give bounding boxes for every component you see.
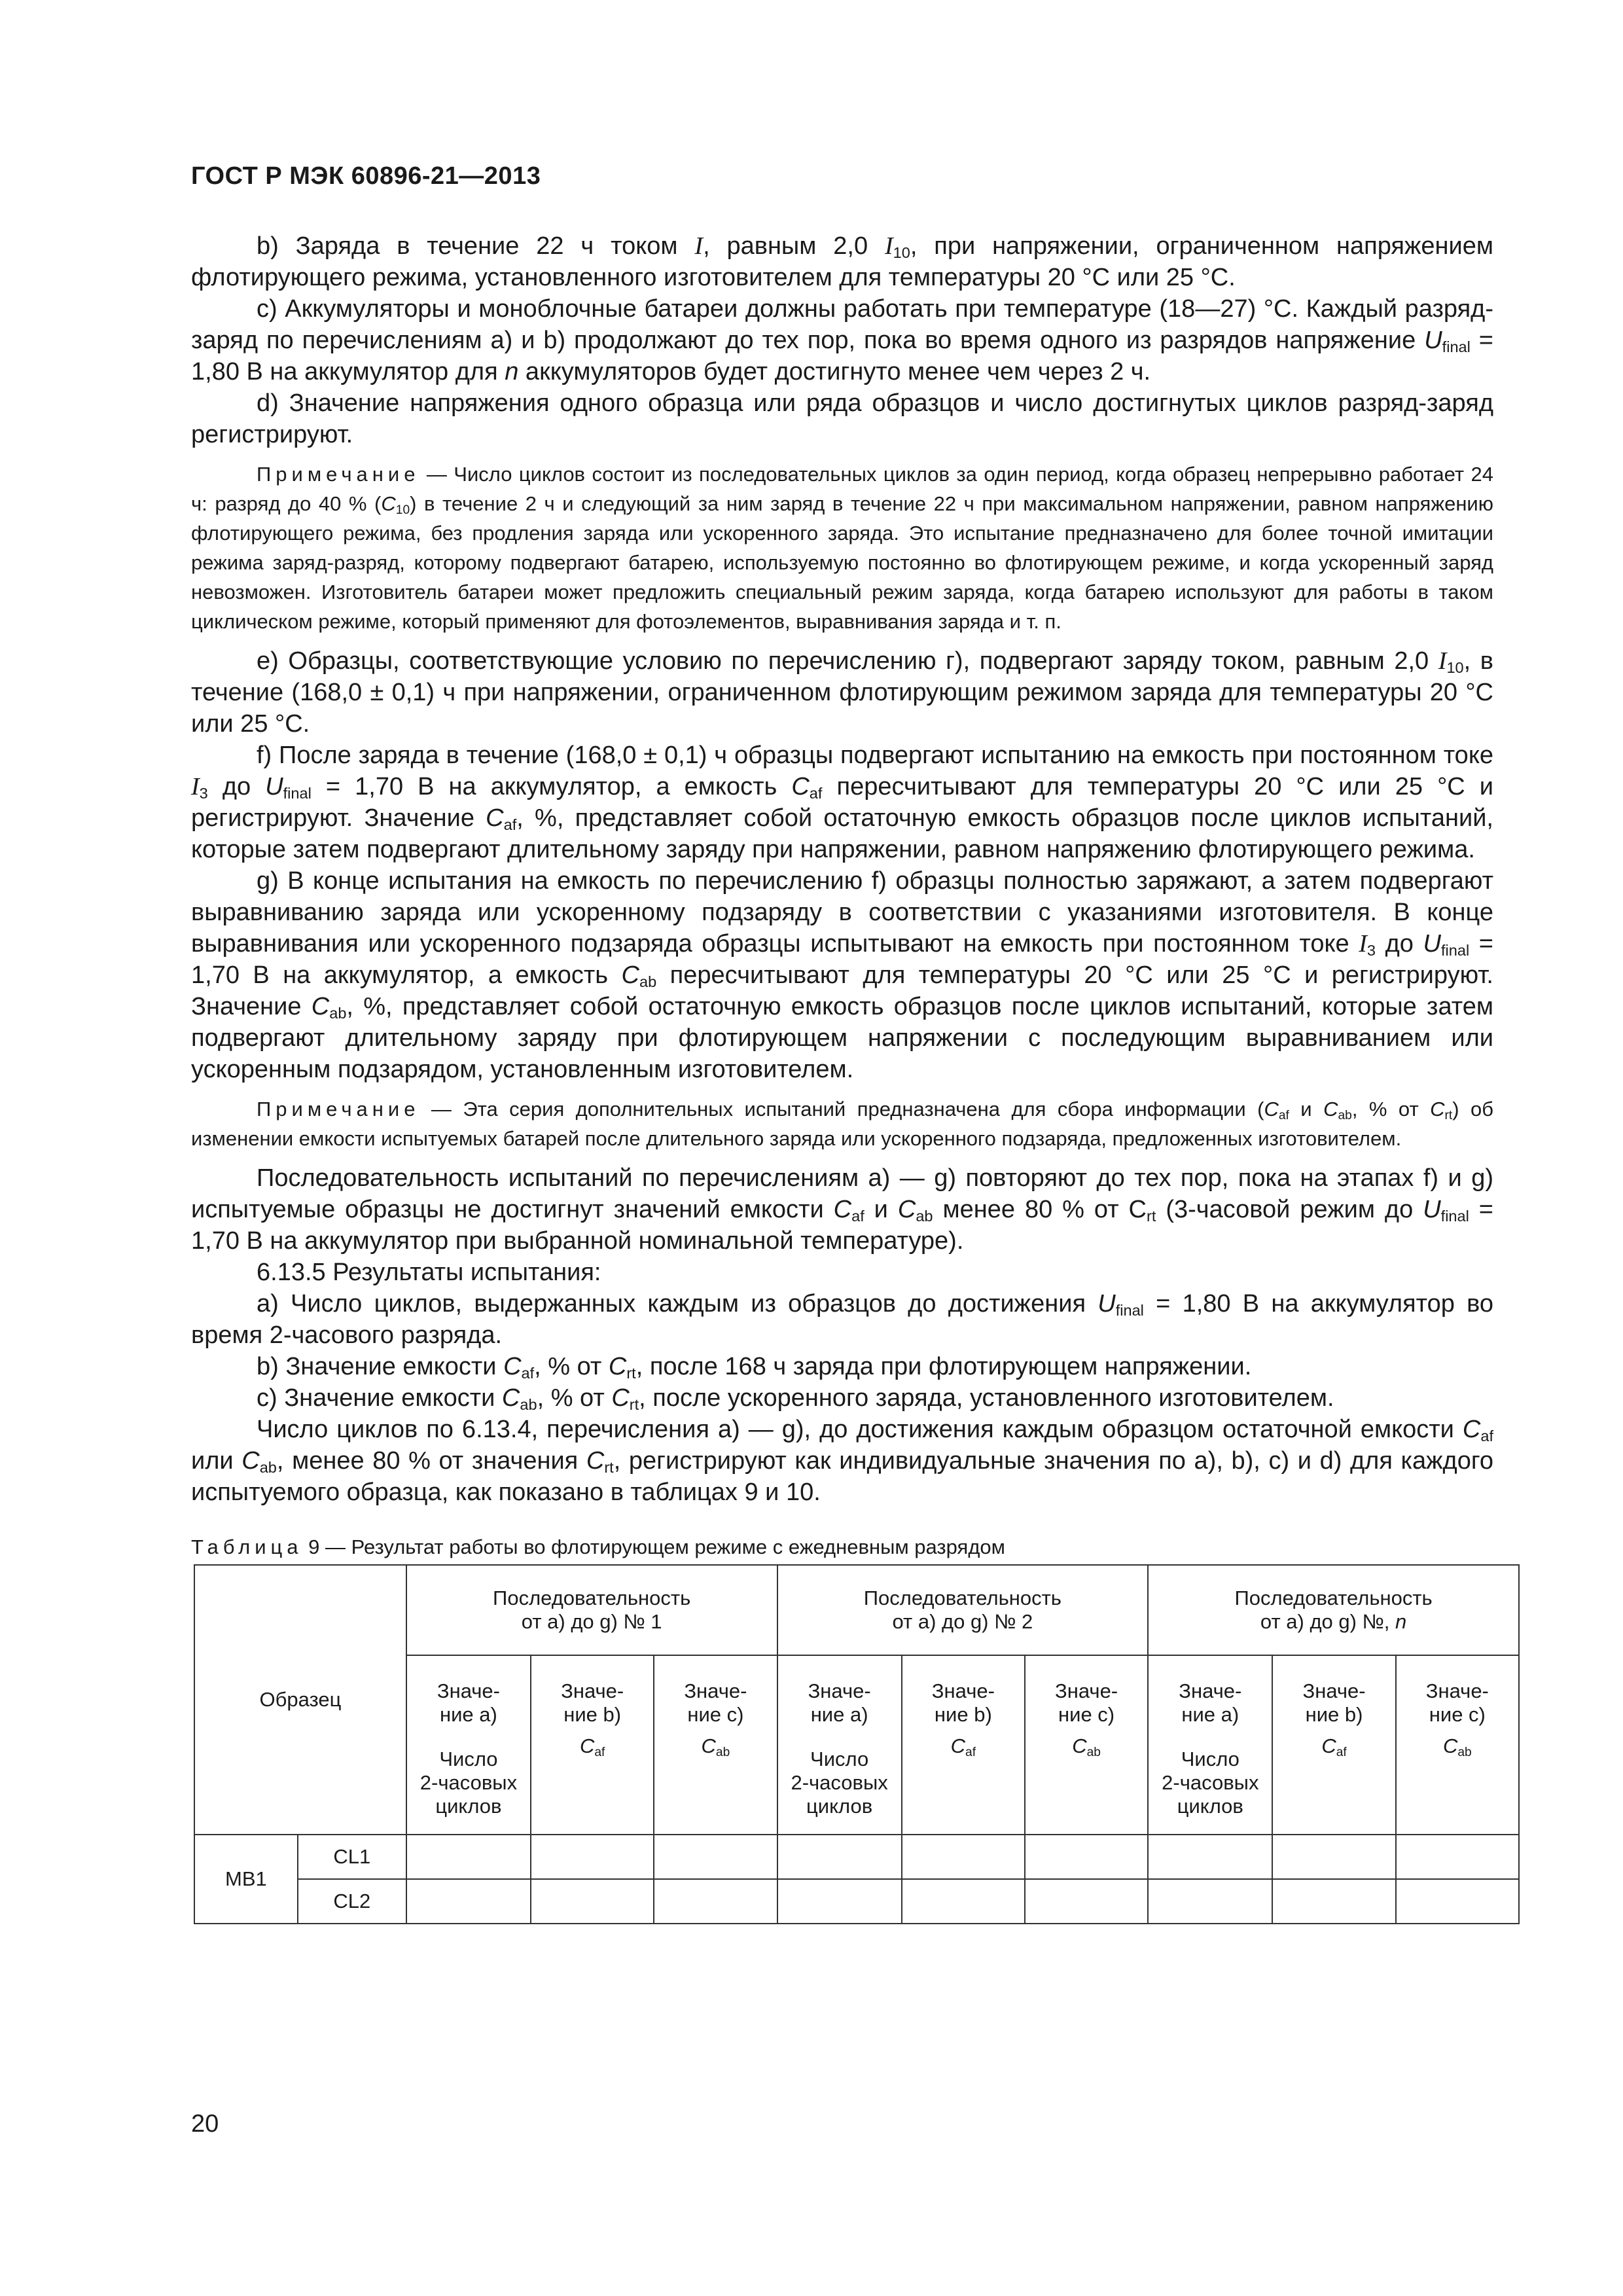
text: = 1,70 В на аккумулятор, а емкость [311, 773, 792, 800]
paragraph-g [191, 865, 1493, 1085]
col-label: Значе- [1425, 1679, 1489, 1702]
symbol-C: C [1442, 1734, 1458, 1757]
col-sublabel: 2-часовых [1162, 1771, 1259, 1794]
paragraph-e [191, 645, 1493, 740]
col-label: ние b) [1305, 1703, 1363, 1726]
subscript: ab [639, 973, 657, 990]
subscript: final [1440, 1207, 1469, 1225]
symbol-C: C [897, 1196, 916, 1223]
text: = 1,70 В на аккумулятор, а емкость [191, 930, 1493, 989]
col-label: ние c) [1429, 1703, 1486, 1726]
text: — Число циклов состоит из последовательных циклов за один период, когда образец непрерывно работает 24 ч: разряд до 40 % ( [191, 463, 1493, 515]
group-line1: Последовательность [493, 1587, 691, 1609]
text: и [864, 1196, 898, 1223]
col-a-header [1148, 1655, 1272, 1745]
symbol-U: U [1097, 1290, 1116, 1318]
col-c-header [654, 1655, 777, 1835]
paragraph-f [191, 740, 1493, 865]
col-sublabel: Число [439, 1748, 498, 1770]
table-cell [1025, 1835, 1148, 1879]
text: ) об изменении емкости испытуемых батарей после длительного заряда или ускоренного подзаряда, предложенных изготовителем. [191, 1098, 1493, 1150]
col-a-header [406, 1655, 531, 1745]
text: , при напряжении, ограниченном напряжением флотирующего режима, установленного изготовителем для температуры 20 °С или 25 °С. [191, 232, 1494, 291]
symbol-C: C [1264, 1098, 1279, 1121]
result-c [191, 1382, 1493, 1414]
table-cell [902, 1835, 1025, 1879]
paragraph-count [191, 1414, 1493, 1508]
result-a [191, 1288, 1493, 1351]
paragraph-sequence [191, 1162, 1493, 1257]
subscript: ab [916, 1207, 933, 1225]
text: , % от [1351, 1098, 1431, 1121]
table-cell [777, 1835, 902, 1879]
text: (3-часовой режим до [1156, 1196, 1423, 1223]
symbol-I3: I [1359, 930, 1367, 958]
note-label: Примечание [257, 1098, 420, 1121]
symbol-C: C [503, 1353, 522, 1380]
subscript: af [1480, 1427, 1493, 1444]
symbol-C: C [381, 492, 396, 515]
text: и [1289, 1098, 1324, 1121]
col-label: Значе- [437, 1679, 500, 1702]
text: c) Значение емкости [257, 1384, 502, 1412]
symbol-I: I [694, 232, 704, 260]
text: пересчитывают для температуры 20 °С или 25 °С и регистрируют. Значение [191, 773, 1494, 832]
col-label: ние b) [934, 1703, 992, 1726]
symbol-U: U [265, 773, 283, 800]
col-a-header [777, 1655, 902, 1745]
text: до [1376, 930, 1423, 958]
group-header-1 [406, 1565, 777, 1655]
symbol-C: C [833, 1196, 852, 1223]
symbol-C: C [791, 773, 810, 800]
col-label: Значе- [1179, 1679, 1242, 1702]
note-1 [191, 459, 1493, 636]
group-line2: от а) до g) № 2 [892, 1610, 1033, 1633]
symbol-I3: I [191, 773, 200, 800]
subscript: rt [604, 1458, 614, 1476]
subscript: 10 [1446, 658, 1464, 676]
symbol-U: U [1423, 930, 1441, 958]
table-cell [1272, 1835, 1395, 1879]
col-label: ние c) [1058, 1703, 1115, 1726]
text: e) Образцы, соответствующие условию по перечислению г), подвергают заряду током, равным 2,0 [257, 647, 1438, 675]
subscript: final [1115, 1301, 1144, 1319]
text: менее 80 % от С [933, 1196, 1147, 1223]
col-label: ние b) [563, 1703, 622, 1726]
symbol-C: C [621, 961, 639, 989]
symbol-C: C [1430, 1098, 1445, 1121]
text: Последовательность испытаний по перечислениям а) — g) повторяют до тех пор, пока на этапах f) и g) испытуемые образцы не достигнут значений емкости [191, 1164, 1493, 1223]
col-label: ние a) [1181, 1703, 1240, 1726]
subscript: rt [626, 1364, 636, 1382]
text: или [191, 1447, 242, 1475]
text: = 1,70 В на аккумулятор при выбранной номинальной температуре). [191, 1196, 1494, 1255]
subscript: rt [1147, 1207, 1156, 1225]
table-cell [654, 1879, 777, 1924]
subscript: ab [259, 1458, 277, 1476]
row-label: CL1 [298, 1835, 406, 1879]
section-heading: 6.13.5 Результаты испытания: [257, 1259, 601, 1286]
subscript: 10 [395, 503, 410, 517]
col-c-header [1025, 1655, 1148, 1835]
col-sublabel: циклов [806, 1795, 873, 1818]
symbol-C: C [950, 1734, 966, 1757]
group-line2: от а) до g) № 1 [521, 1610, 662, 1633]
symbol-C: C [486, 804, 504, 832]
subscript: final [283, 784, 312, 802]
text: , %, представляет собой остаточную емкость образцов после циклов испытаний, которые затем подвергают длительному заряду при напряжении, равном напряжению флотирующего режима. [191, 804, 1493, 863]
subscript: ab [520, 1395, 537, 1413]
symbol-C: C [586, 1447, 605, 1475]
paragraph-c [191, 293, 1493, 387]
symbol-I10: I [884, 232, 893, 260]
group-line2-italic: n [1395, 1610, 1407, 1633]
text: , регистрируют как индивидуальные значения по а), b), c) и d) для каждого испытуемого образца, как показано в таблицах 9 и 10. [191, 1447, 1494, 1506]
result-b [191, 1351, 1493, 1382]
col-symbol [702, 1734, 730, 1758]
note-label: Примечание [257, 463, 420, 486]
symbol-I10: I [1438, 647, 1447, 675]
subscript: final [1441, 941, 1470, 959]
text: , менее 80 % от значения [276, 1447, 586, 1475]
subscript: af [503, 816, 517, 833]
col-label: Значе- [1302, 1679, 1366, 1702]
table-cell [777, 1879, 902, 1924]
table-cell [531, 1879, 654, 1924]
text: c) Аккумуляторы и моноблочные батареи должны работать при температуре (18—27) °С. Каждый разряд-заряд по перечислениям а) и b) продолжают до тех пор, пока во время одного из разрядов напряжение [191, 295, 1493, 354]
col-label: ние a) [440, 1703, 497, 1726]
text: , равным 2,0 [703, 232, 885, 260]
text: Число циклов по 6.13.4, перечисления а) — g), до достижения каждым образцом остаточной емкости [257, 1416, 1463, 1443]
table-row [194, 1879, 1519, 1924]
col-b-header [531, 1655, 654, 1835]
col-sublabel: циклов [435, 1795, 502, 1818]
paragraph-b [191, 230, 1493, 293]
caption-label: Таблица [191, 1535, 303, 1558]
symbol-n: n [505, 358, 519, 386]
subscript: final [1442, 338, 1471, 355]
subscript: af [809, 784, 823, 802]
subscript: ab [1338, 1108, 1352, 1122]
text: = 1,80 В на аккумулятор для [191, 327, 1493, 386]
text: f) После заряда в течение (168,0 ± 0,1) ч образцы подвергают испытанию на емкость при постоянном токе [257, 742, 1493, 769]
subscript: af [521, 1364, 535, 1382]
text: аккумуляторов будет достигнуто менее чем через 2 ч. [518, 358, 1151, 386]
col-label: ние a) [810, 1703, 868, 1726]
symbol-C: C [1321, 1734, 1336, 1757]
col-b-header [1272, 1655, 1395, 1835]
table-cell [902, 1879, 1025, 1924]
subscript: 3 [1366, 941, 1376, 959]
results-table [194, 1564, 1520, 1924]
text: до [207, 773, 266, 800]
group-line1: Последовательность [1234, 1587, 1433, 1609]
subscript: rt [1444, 1108, 1453, 1122]
table-cell [1148, 1879, 1272, 1924]
group-header-2 [777, 1565, 1149, 1655]
symbol-C: C [311, 993, 330, 1020]
text: — Эта серия дополнительных испытаний предназначена для сбора информации ( [419, 1098, 1264, 1121]
symbol-C: C [579, 1734, 595, 1757]
text: ) в течение 2 ч и следующий за ним заряд в течение 22 ч при максимальном напряжении, равном напряжению флотирующего режима, без продления заряда или ускоренного заряда. Это испытание предназначено для более точной имитации режима заряд-разряд, которому подвергают батарею, используемую постоянно во флотирующем режиме, и когда ускоренный заряд невозможен. Изготовитель батареи может предложить специальный режим заряда, когда батарею используют для работы в таком циклическом режиме, который применяют для фотоэлементов, выравнивания заряда и т. п. [191, 492, 1493, 633]
text: , после 168 ч заряда при флотирующем напряжении. [635, 1353, 1252, 1380]
table-row [194, 1835, 1519, 1879]
col-sublabel: циклов [1177, 1795, 1243, 1818]
subscript: af [1278, 1108, 1289, 1122]
col-b-header [902, 1655, 1025, 1835]
table-cell [1148, 1835, 1272, 1879]
symbol-C: C [1323, 1098, 1338, 1121]
subscript: 3 [199, 784, 208, 802]
subscript: ab [329, 1004, 347, 1022]
col-sublabel: 2-часовых [419, 1771, 518, 1794]
col-symbol [1072, 1734, 1101, 1758]
group-header-n [1148, 1565, 1519, 1655]
col-symbol [580, 1734, 605, 1758]
col-sublabel: 2-часовых [791, 1771, 888, 1794]
subscript: ab [1086, 1745, 1101, 1759]
col-a-subheader [406, 1745, 531, 1835]
paragraph-d: d) Значение напряжения одного образца или ряда образцов и число достигнутых циклов разряд-заряд регистрируют. [191, 389, 1493, 448]
symbol-C: C [241, 1447, 260, 1475]
symbol-C: C [608, 1353, 627, 1380]
subscript: af [1336, 1745, 1347, 1759]
symbol-C: C [1072, 1734, 1087, 1757]
row-label: CL2 [298, 1879, 406, 1924]
symbol-U: U [1424, 327, 1442, 354]
group-line1: Последовательность [863, 1587, 1061, 1609]
col-label: Значе- [808, 1679, 871, 1702]
text: , в течение (168,0 ± 0,1) ч при напряжении, ограниченном флотирующим режимом заряда для температуры 20 °С или 25 °С. [191, 647, 1493, 738]
subscript: ab [1457, 1745, 1472, 1759]
col-label: Значе- [561, 1679, 624, 1702]
text: , % от [534, 1353, 609, 1380]
text: , после ускоренного заряда, установленного изготовителем. [639, 1384, 1334, 1412]
text: b) Заряда в течение 22 ч током [257, 232, 695, 260]
caption-text: 9 — Результат работы во флотирующем режиме с ежедневным разрядом [302, 1535, 1005, 1558]
table-cell [654, 1835, 777, 1879]
document-header: ГОСТ Р МЭК 60896-21—2013 [191, 162, 541, 190]
col-a-subheader [777, 1745, 902, 1835]
subscript: af [851, 1207, 865, 1225]
document-body [191, 230, 1493, 1924]
text: , % от [537, 1384, 612, 1412]
symbol-C: C [1462, 1416, 1481, 1443]
col-symbol [951, 1734, 976, 1758]
table-cell [406, 1835, 531, 1879]
table-cell [1396, 1879, 1519, 1924]
text: пересчитывают для температуры 20 °С или 25 °С и регистрируют. Значение [191, 961, 1493, 1020]
col-c-header [1396, 1655, 1519, 1835]
subscript: af [594, 1745, 605, 1759]
col-sublabel: Число [1181, 1748, 1240, 1770]
col-a-subheader [1148, 1745, 1272, 1835]
col-label: ние c) [687, 1703, 744, 1726]
table-cell [1272, 1879, 1395, 1924]
symbol-C: C [611, 1384, 630, 1412]
col-sublabel: Число [810, 1748, 869, 1770]
col-symbol [1321, 1734, 1346, 1758]
subscript: 10 [893, 243, 910, 261]
table-cell [406, 1879, 531, 1924]
text: g) В конце испытания на емкость по перечислению f) образцы полностью заряжают, а затем подвергают выравниванию заряда или ускоренному подзаряду в соответствии с указаниями изготовителя. В конце выравнивания или ускоренного подзаряда образцы испытывают на емкость при постоянном токе [191, 867, 1493, 958]
page-number: 20 [191, 2110, 219, 2138]
table-cell [1025, 1879, 1148, 1924]
row-group: МВ1 [194, 1835, 298, 1924]
symbol-U: U [1423, 1196, 1441, 1223]
col-label: Значе- [1055, 1679, 1118, 1702]
text: , %, представляет собой остаточную емкость образцов после циклов испытаний, которые затем подвергают длительному заряду при флотирующем напряжении с последующим выравниванием или ускоренным подзарядом, установленным изготовителем. [191, 993, 1493, 1083]
subscript: ab [715, 1745, 730, 1759]
text: = 1,80 В на аккумулятор во время 2-часового разряда. [191, 1290, 1493, 1349]
text: a) Число циклов, выдержанных каждым из образцов до достижения [257, 1290, 1098, 1318]
subscript: rt [629, 1395, 639, 1413]
note-2 [191, 1094, 1493, 1153]
symbol-C: C [501, 1384, 520, 1412]
col-label: Значе- [684, 1679, 747, 1702]
group-line2: от а) до g) №, [1260, 1610, 1396, 1633]
text: b) Значение емкости [257, 1353, 504, 1380]
table-cell [531, 1835, 654, 1879]
sample-header: Образец [194, 1565, 406, 1835]
table-caption [191, 1534, 1493, 1560]
col-symbol [1443, 1734, 1472, 1758]
table-cell [1396, 1835, 1519, 1879]
symbol-C: C [701, 1734, 716, 1757]
subscript: af [965, 1745, 976, 1759]
col-label: Значе- [931, 1679, 995, 1702]
